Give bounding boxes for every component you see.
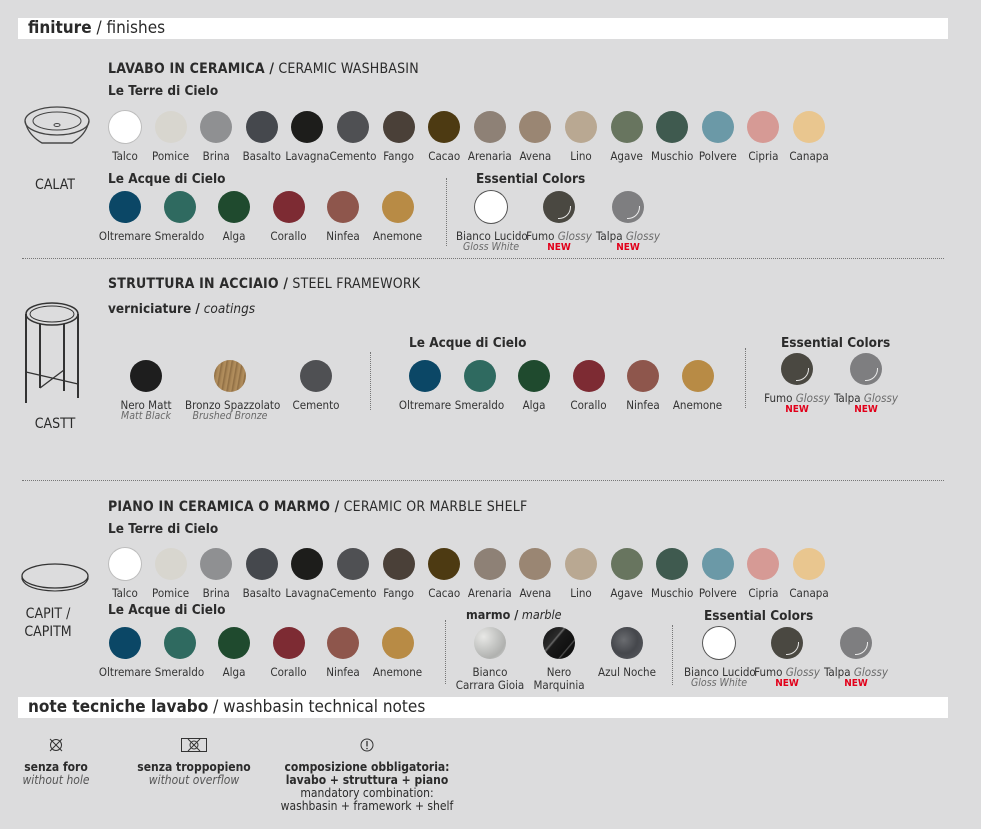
swatch-finish: Glossy	[785, 665, 820, 679]
color-swatch	[281, 360, 351, 411]
swatch-circle	[611, 627, 643, 659]
note-without-overflow	[124, 738, 264, 787]
swatch-circle	[781, 353, 813, 385]
section-divider	[22, 258, 944, 259]
swatch-name: Talco	[112, 586, 138, 600]
swatch-label	[752, 666, 822, 678]
tech-header-bold: note tecniche lavabo	[28, 697, 209, 717]
swatch-name: Muschio	[651, 586, 694, 600]
swatch-name: Lino	[570, 149, 592, 163]
capit-marmo-title	[466, 607, 562, 622]
color-swatch	[524, 191, 594, 253]
swatch-name: Talco	[112, 149, 138, 163]
swatch-name: Oltremare	[98, 665, 152, 679]
swatch-name: Lavagna	[285, 586, 330, 600]
swatch-name: Polvere	[698, 586, 737, 600]
new-badge: NEW	[844, 678, 868, 689]
swatch-label	[821, 666, 891, 678]
swatch-circle	[164, 191, 196, 223]
new-badge: NEW	[547, 242, 571, 253]
swatch-circle	[273, 191, 305, 223]
note-hole-bold: senza foro	[24, 760, 88, 774]
divider	[445, 620, 446, 684]
swatch-circle	[850, 353, 882, 385]
swatch-label	[774, 587, 844, 599]
swatch-name: Azul Noche	[598, 665, 656, 679]
marmo-italic: marble	[518, 607, 562, 622]
swatch-finish: Glossy	[557, 229, 592, 243]
swatch-circle	[771, 627, 803, 659]
swatch-name: Avena	[519, 149, 552, 163]
calat-terre-title: Le Terre di Cielo	[108, 83, 219, 99]
swatch-name: Nero	[546, 665, 572, 679]
note-overflow-italic: without overflow	[148, 773, 240, 787]
color-swatch	[684, 627, 754, 689]
new-badge: NEW	[616, 242, 640, 253]
note-combo-normal2: washbasin + framework + shelf	[280, 799, 454, 813]
note-combo-normal: mandatory combination:	[300, 786, 434, 800]
technical-notes-header	[18, 697, 948, 718]
capit-essential-title: Essential Colors	[704, 608, 814, 624]
tech-header-normal: / washbasin technical notes	[208, 697, 426, 717]
swatch-name: Alga	[522, 398, 546, 412]
swatch-name: Talpa	[596, 229, 626, 243]
capit-title-normal: CERAMIC OR MARBLE SHELF	[339, 499, 528, 515]
swatch-name: Brina	[202, 149, 230, 163]
castt-essential-title: Essential Colors	[781, 335, 891, 351]
color-swatch	[185, 360, 281, 422]
swatch-circle	[703, 627, 735, 659]
swatch-label	[831, 392, 901, 404]
note-combo-bold: composizione obbligatoria:	[284, 760, 450, 774]
swatch-name: Anemone	[672, 398, 723, 412]
swatch-name: Bianco	[472, 665, 508, 679]
swatch-name: Smeraldo	[154, 229, 205, 243]
capit-title-bold: PIANO IN CERAMICA O MARMO /	[108, 499, 340, 515]
new-badge: NEW	[785, 404, 809, 415]
note-combo-bold2: lavabo + struttura + piano	[285, 773, 449, 787]
swatch-name: Canapa	[789, 586, 829, 600]
swatch-subtitle: Brushed Bronze	[192, 410, 268, 422]
divider	[446, 178, 447, 246]
swatch-name: Lino	[570, 586, 592, 600]
product-castt: CASTT	[34, 416, 76, 432]
capit-acque-title: Le Acque di Cielo	[108, 602, 226, 618]
color-swatch	[363, 627, 433, 678]
castt-title	[108, 276, 420, 292]
color-swatch	[590, 627, 664, 678]
note-overflow-bold: senza troppopieno	[137, 760, 251, 774]
section-divider	[22, 480, 944, 481]
swatch-subtitle: Gloss White	[462, 241, 520, 253]
swatch-name: Cipria	[748, 586, 779, 600]
coatings-bold: verniciature /	[108, 301, 200, 317]
shelf-drawing	[20, 561, 90, 595]
swatch-name: Avena	[519, 586, 552, 600]
swatch-name: Fumo	[764, 391, 796, 405]
swatch-name: Brina	[202, 586, 230, 600]
swatch-name: Cemento	[292, 398, 340, 412]
swatch-finish: Glossy	[853, 665, 888, 679]
color-swatch	[821, 627, 891, 689]
no-hole-icon	[49, 738, 63, 752]
color-swatch	[752, 627, 822, 689]
no-overflow-icon	[181, 738, 207, 752]
swatch-name: Cemento	[329, 149, 377, 163]
divider	[370, 352, 371, 410]
swatch-name: Fango	[383, 586, 414, 600]
swatch-name: Corallo	[270, 229, 307, 243]
swatch-label	[281, 399, 351, 411]
color-swatch	[456, 191, 526, 253]
note-hole-italic: without hole	[22, 773, 90, 787]
finishes-header-bold: finiture	[28, 18, 92, 38]
swatch-name: Agave	[610, 149, 643, 163]
swatch-circle	[300, 360, 332, 392]
swatch-name: Pomice	[152, 586, 190, 600]
swatch-name: Ninfea	[326, 665, 360, 679]
swatch-finish: Glossy	[625, 229, 660, 243]
swatch-circle	[327, 191, 359, 223]
color-swatch	[663, 360, 733, 411]
product-capit-line2: CAPITM	[24, 624, 72, 640]
swatch-label	[593, 230, 663, 242]
swatch-label	[590, 666, 664, 678]
castt-title-bold: STRUTTURA IN ACCIAIO /	[108, 276, 289, 292]
swatch-label	[522, 666, 596, 678]
swatch-circle	[109, 627, 141, 659]
swatch-name: Corallo	[570, 398, 607, 412]
color-swatch	[593, 191, 663, 253]
divider	[745, 348, 746, 408]
capit-terre-title: Le Terre di Cielo	[108, 521, 219, 537]
swatch-label	[363, 666, 433, 678]
swatch-name: Anemone	[372, 665, 423, 679]
castt-coatings-title	[108, 301, 255, 317]
marmo-bold: marmo /	[466, 607, 519, 622]
swatch-circle	[543, 191, 575, 223]
swatch-circle	[793, 548, 825, 580]
swatch-subtitle: Gloss White	[690, 677, 748, 689]
swatch-name: Ninfea	[326, 229, 360, 243]
swatch-circle	[327, 627, 359, 659]
swatch-name: Fango	[383, 149, 414, 163]
castt-title-normal: STEEL FRAMEWORK	[288, 276, 421, 292]
swatch-name: Alga	[222, 229, 246, 243]
swatch-name-line2: Carrara Gioia	[455, 678, 525, 692]
swatch-circle	[214, 360, 246, 392]
product-capit-line1: CAPIT /	[25, 606, 71, 622]
swatch-name: Ninfea	[626, 398, 660, 412]
swatch-name: Basalto	[242, 586, 282, 600]
calat-title-bold: LAVABO IN CERAMICA /	[108, 61, 275, 77]
color-swatch	[363, 191, 433, 242]
color-swatch	[522, 627, 596, 691]
swatch-name: Smeraldo	[154, 665, 205, 679]
swatch-name: Pomice	[152, 149, 190, 163]
swatch-circle	[109, 191, 141, 223]
swatch-label	[363, 230, 433, 242]
swatch-name: Canapa	[789, 149, 829, 163]
swatch-name: Cacao	[428, 149, 461, 163]
swatch-name: Cipria	[748, 149, 779, 163]
swatch-name: Oltremare	[98, 229, 152, 243]
swatch-label	[762, 392, 832, 404]
finishes-header	[18, 18, 948, 39]
swatch-name: Cacao	[428, 586, 461, 600]
swatch-name: Cemento	[329, 586, 377, 600]
castt-acque-title: Le Acque di Cielo	[409, 335, 527, 351]
swatch-name: Corallo	[270, 665, 307, 679]
swatch-name: Anemone	[372, 229, 423, 243]
swatch-name: Basalto	[242, 149, 282, 163]
swatch-circle	[130, 360, 162, 392]
swatch-circle	[612, 191, 644, 223]
swatch-circle	[382, 191, 414, 223]
swatch-name: Oltremare	[398, 398, 452, 412]
swatch-label	[453, 666, 527, 678]
swatch-circle	[518, 360, 550, 392]
swatch-name: Bronzo Spazzolato	[185, 398, 281, 412]
swatch-name: Talpa	[824, 665, 854, 679]
calat-title-normal: CERAMIC WASHBASIN	[274, 61, 419, 77]
swatch-finish: Glossy	[795, 391, 830, 405]
swatch-name: Polvere	[698, 149, 737, 163]
swatch-name: Bianco Lucido	[456, 229, 528, 243]
new-badge: NEW	[854, 404, 878, 415]
swatch-name: Talpa	[834, 391, 864, 405]
swatch-label	[774, 150, 844, 162]
swatch-name: Fumo	[754, 665, 786, 679]
color-swatch	[774, 548, 844, 599]
color-swatch	[831, 353, 901, 415]
note-without-hole	[8, 738, 104, 787]
swatch-circle	[682, 360, 714, 392]
product-capit	[8, 605, 88, 641]
swatch-circle	[218, 191, 250, 223]
swatch-circle	[164, 627, 196, 659]
capit-title	[108, 499, 527, 515]
warning-icon	[360, 738, 374, 752]
note-mandatory-combination	[262, 738, 472, 813]
divider	[672, 625, 673, 685]
product-calat: CALAT	[35, 177, 75, 193]
swatch-subtitle: Matt Black	[121, 410, 171, 422]
swatch-name: Alga	[222, 665, 246, 679]
swatch-name: Nero Matt	[120, 398, 172, 412]
steel-frame-drawing	[22, 300, 82, 410]
swatch-label	[663, 399, 733, 411]
swatch-circle	[464, 360, 496, 392]
swatch-circle	[543, 627, 575, 659]
calat-acque-title: Le Acque di Cielo	[108, 171, 226, 187]
swatch-circle	[793, 111, 825, 143]
color-swatch	[774, 111, 844, 162]
swatch-circle	[409, 360, 441, 392]
swatch-name: Bianco Lucido	[684, 665, 756, 679]
swatch-circle	[474, 627, 506, 659]
finishes-header-normal: / finishes	[91, 18, 166, 38]
swatch-circle	[382, 627, 414, 659]
swatch-name: Lavagna	[285, 149, 330, 163]
washbasin-drawing	[22, 103, 92, 153]
swatch-circle	[573, 360, 605, 392]
swatch-circle	[218, 627, 250, 659]
calat-essential-title: Essential Colors	[476, 171, 586, 187]
swatch-finish: Glossy	[863, 391, 898, 405]
color-swatch	[453, 627, 527, 691]
swatch-name: Fumo	[526, 229, 558, 243]
swatch-name: Muschio	[651, 149, 694, 163]
swatch-circle	[840, 627, 872, 659]
swatch-circle	[273, 627, 305, 659]
swatch-circle	[475, 191, 507, 223]
swatch-name-line2: Marquinia	[533, 678, 585, 692]
color-swatch	[111, 360, 181, 422]
swatch-name: Agave	[610, 586, 643, 600]
swatch-name: Arenaria	[467, 149, 512, 163]
color-swatch	[762, 353, 832, 415]
swatch-name: Smeraldo	[454, 398, 505, 412]
swatch-label	[524, 230, 594, 242]
swatch-name: Arenaria	[467, 586, 512, 600]
swatch-circle	[627, 360, 659, 392]
coatings-italic: coatings	[199, 301, 256, 317]
new-badge: NEW	[775, 678, 799, 689]
calat-title	[108, 61, 419, 77]
